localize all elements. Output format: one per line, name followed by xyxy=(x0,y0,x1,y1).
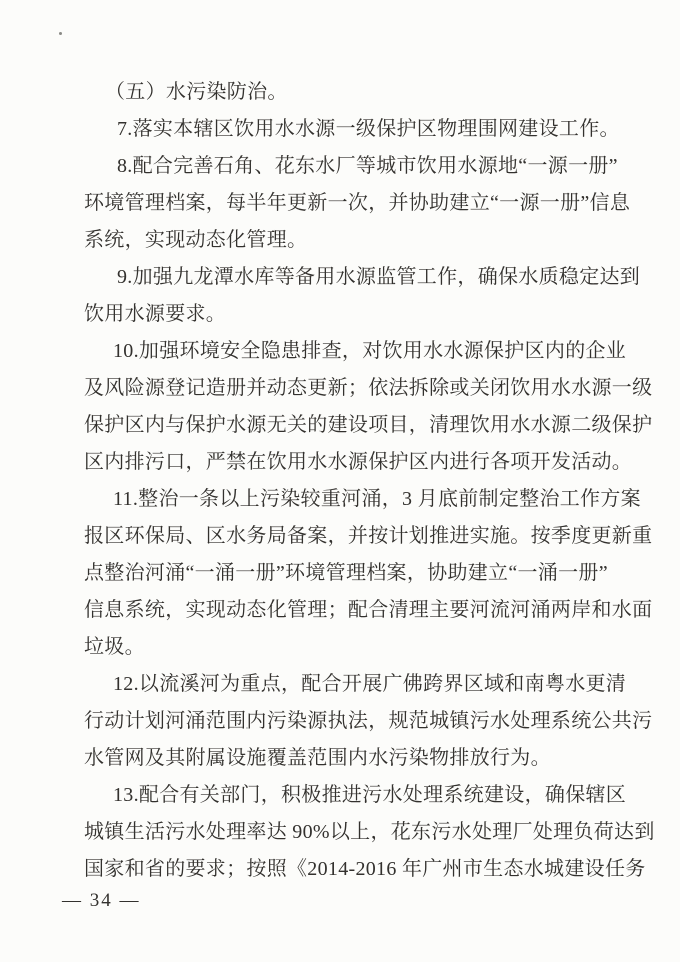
doc-line: 饮用水源要求。 xyxy=(84,303,227,325)
scan-speck xyxy=(59,32,62,35)
doc-line: 11.整治一条以上污染较重河涌，3 月底前制定整治工作方案 xyxy=(113,488,641,510)
doc-line: 13.配合有关部门，积极推进污水处理系统建设，确保辖区 xyxy=(113,784,627,806)
paragraph-item-9 xyxy=(84,259,641,333)
doc-line: 保护区内与保护水源无关的建设项目，清理饮用水水源二级保护 xyxy=(84,414,653,436)
doc-line: 行动计划河涌范围内污染源执法，规范城镇污水处理系统公共污 xyxy=(84,710,653,732)
doc-line: （五）水污染防治。 xyxy=(105,81,288,103)
doc-line: 区内排污口，严禁在饮用水水源保护区内进行各项开发活动。 xyxy=(84,451,633,473)
document-body xyxy=(84,74,655,888)
paragraph-item-13 xyxy=(84,777,655,888)
doc-line: 垃圾。 xyxy=(84,636,145,658)
doc-line: 报区环保局、区水务局备案，并按计划推进实施。按季度更新重 xyxy=(84,525,653,547)
doc-line: 及风险源登记造册并动态更新；依法拆除或关闭饮用水水源一级 xyxy=(84,377,653,399)
section-heading xyxy=(84,74,602,111)
paragraph-item-10 xyxy=(84,333,653,481)
doc-line: 国家和省的要求；按照《2014-2016 年广州市生态水城建设任务 xyxy=(84,858,646,880)
doc-line: 10.加强环境安全隐患排查，对饮用水水源保护区内的企业 xyxy=(113,340,627,362)
paragraph-item-7 xyxy=(84,111,620,148)
doc-line: 9.加强九龙潭水库等备用水源监管工作，确保水质稳定达到 xyxy=(117,266,641,288)
paragraph-item-8 xyxy=(84,148,631,259)
doc-line: 城镇生活污水处理率达 90%以上，花东污水处理厂处理负荷达到 xyxy=(84,821,655,843)
doc-line: 12.以流溪河为重点，配合开展广佛跨界区域和南粤水更清 xyxy=(113,673,627,695)
doc-line: 环境管理档案，每半年更新一次，并协助建立“一源一册”信息 xyxy=(84,192,631,214)
doc-line: 系统，实现动态化管理。 xyxy=(84,229,308,251)
paragraph-item-12 xyxy=(84,666,653,777)
doc-line: 水管网及其附属设施覆盖范围内水污染物排放行为。 xyxy=(84,747,551,769)
doc-line: 点整治河涌“一涌一册”环境管理档案，协助建立“一涌一册” xyxy=(84,562,608,584)
page-number: — 34 — xyxy=(62,890,141,911)
paragraph-item-11 xyxy=(84,481,653,666)
doc-line: 7.落实本辖区饮用水水源一级保护区物理围网建设工作。 xyxy=(117,118,620,140)
doc-line: 8.配合完善石角、花东水厂等城市饮用水源地“一源一册” xyxy=(117,155,618,177)
doc-line: 信息系统，实现动态化管理；配合清理主要河流河涌两岸和水面 xyxy=(84,599,653,621)
